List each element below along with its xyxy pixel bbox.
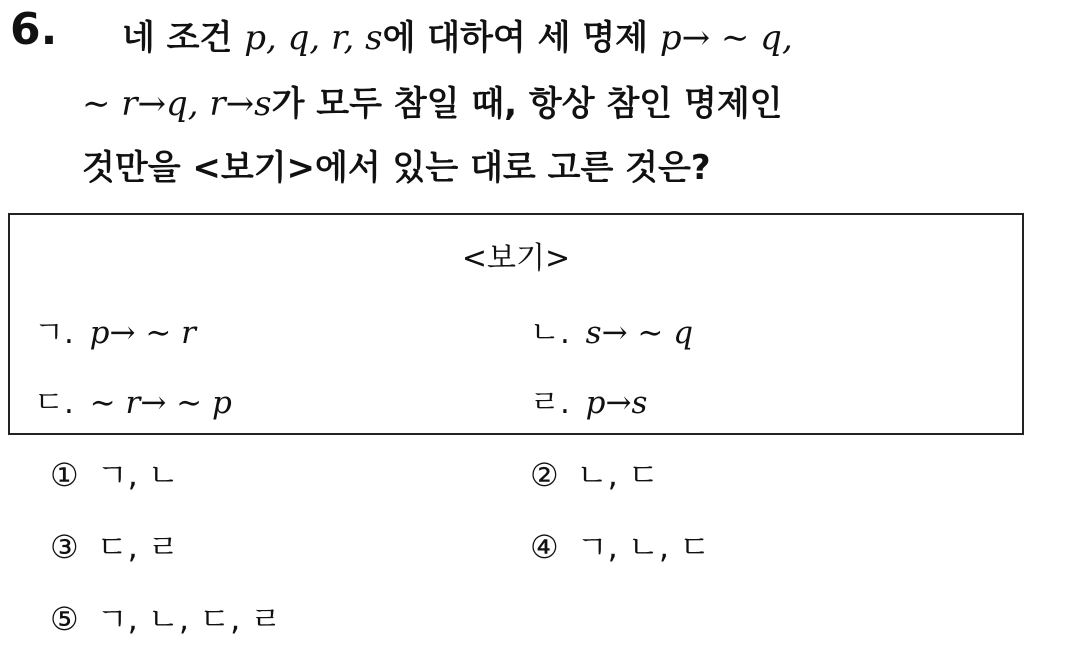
- choice-number: ③: [50, 528, 79, 566]
- question-line-2: [82, 84, 783, 125]
- choice-text: ㄱ, ㄴ, ㄷ: [576, 528, 711, 566]
- proposition-expression: ∼ r→q, r→s: [82, 84, 272, 124]
- answer-choice-3[interactable]: [50, 522, 179, 568]
- bogi-item-expression: p→ ∼ r: [89, 315, 196, 351]
- bogi-item-digeut: [34, 377, 232, 422]
- choice-number: ⑤: [50, 600, 79, 638]
- question-number: 6.: [10, 4, 58, 55]
- choice-number: ①: [50, 456, 79, 494]
- answer-choice-2[interactable]: [530, 450, 659, 496]
- question-text: 에 대하여 세 명제: [382, 18, 660, 58]
- choice-text: ㄱ, ㄴ, ㄷ, ㄹ: [96, 600, 282, 638]
- bogi-title: <보기>: [461, 241, 571, 276]
- bogi-item-rieul: [530, 377, 647, 422]
- question-text: 것만을 <보기>에서 있는 대로 고른 것은?: [82, 148, 711, 188]
- bogi-item-label: ㄹ.: [530, 385, 570, 421]
- choice-text: ㄴ, ㄷ: [576, 456, 659, 494]
- answer-choice-4[interactable]: [530, 522, 710, 568]
- bogi-item-expression: s→ ∼ q: [585, 315, 694, 351]
- bogi-item-label: ㄴ.: [530, 315, 570, 351]
- question-text: 네 조건: [122, 18, 245, 58]
- choice-text: ㄷ, ㄹ: [96, 528, 179, 566]
- question-line-3: [82, 148, 711, 189]
- bogi-item-expression: ∼ r→ ∼ p: [89, 385, 232, 421]
- bogi-item-label: ㄷ.: [34, 385, 74, 421]
- bogi-box: [8, 213, 1024, 435]
- choice-number: ④: [530, 528, 559, 566]
- condition-variables: p, q, r, s: [244, 18, 383, 58]
- question-line-1: [122, 18, 793, 59]
- bogi-item-giyeok: [34, 307, 196, 352]
- bogi-item-nieun: [530, 307, 693, 352]
- choice-text: ㄱ, ㄴ: [96, 456, 179, 494]
- answer-choice-5[interactable]: [50, 594, 281, 640]
- choice-number: ②: [530, 456, 559, 494]
- bogi-item-label: ㄱ.: [34, 315, 74, 351]
- answer-choice-1[interactable]: [50, 450, 179, 496]
- question-text: 가 모두 참일 때, 항상 참인 명제인: [271, 84, 783, 124]
- proposition-expression: p→ ∼ q,: [659, 18, 793, 58]
- bogi-item-expression: p→s: [585, 385, 648, 421]
